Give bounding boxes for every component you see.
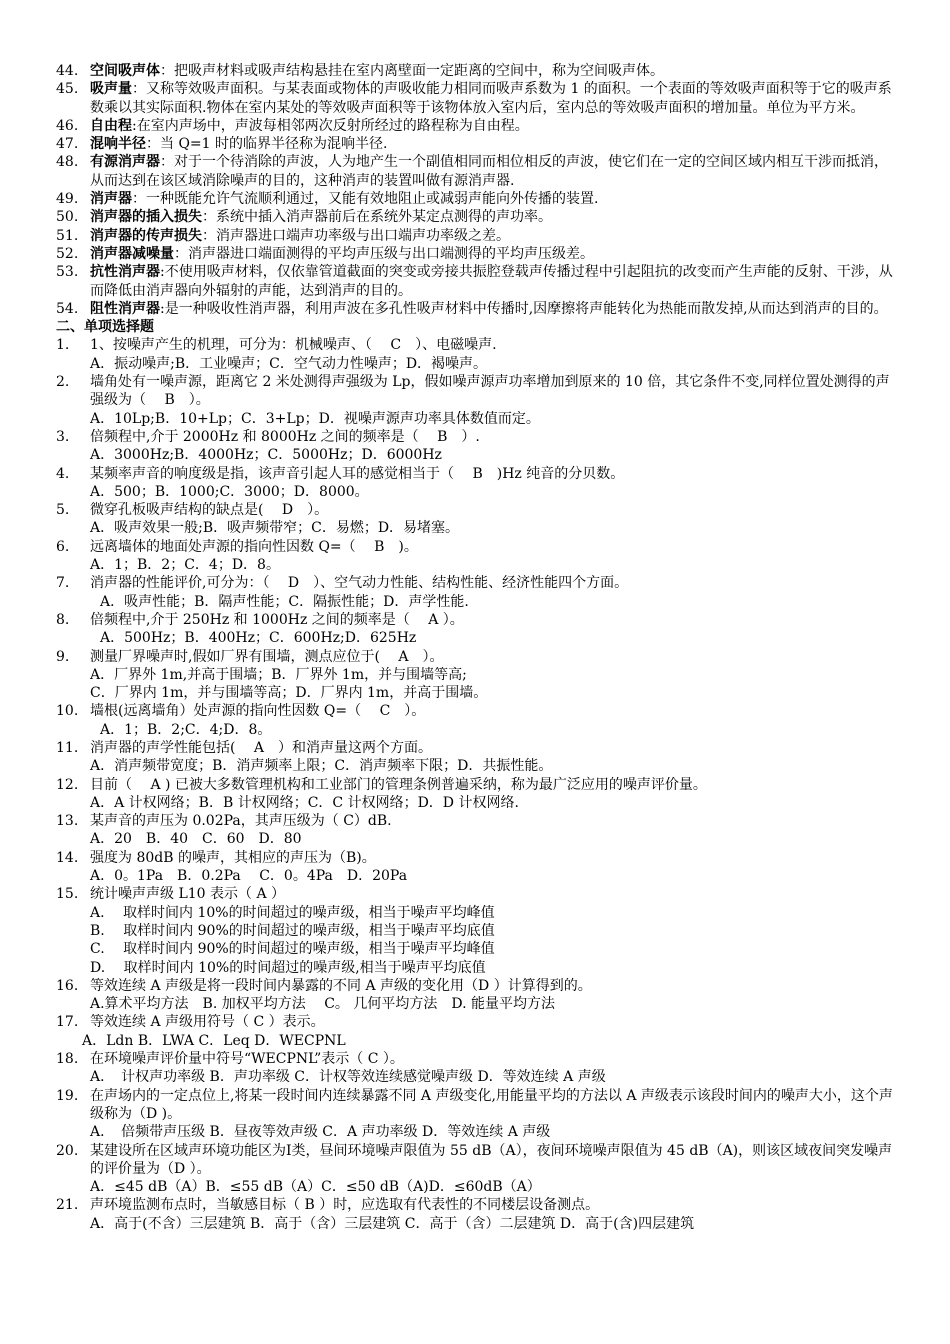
definition-item bbox=[56, 117, 900, 135]
question-text: 测量厂界噪声时,假如厂界有围墙，测点应位于( A ）。 bbox=[90, 648, 444, 665]
question-text: 倍频程中,介于 250Hz 和 1000Hz 之间的频率是（ A ）。 bbox=[90, 611, 464, 628]
definition-item bbox=[56, 245, 900, 263]
item-number: 46. bbox=[56, 117, 79, 134]
definition-item bbox=[56, 263, 900, 300]
question-options: C．厂界内 1m，并与围墙等高；D．厂界内 1m，并高于围墙。 bbox=[90, 685, 488, 702]
definition-term: 消声器减噪量 bbox=[90, 245, 174, 262]
item-number: 48. bbox=[56, 154, 79, 171]
question-number: 19. bbox=[56, 1087, 79, 1104]
definition-body: ：当 Q=1 时的临界半径称为混响半径. bbox=[146, 136, 388, 153]
definition-item bbox=[56, 62, 900, 80]
item-number: 54. bbox=[56, 300, 79, 317]
question-number: 9. bbox=[56, 648, 70, 665]
definition-text bbox=[90, 190, 900, 208]
definition-text bbox=[90, 117, 900, 135]
definition-term: 抗性消声器 bbox=[90, 264, 160, 281]
question-options: A．A 计权网络；B．B 计权网络；C．C 计权网络；D．D 计权网络. bbox=[90, 794, 519, 811]
question-number: 18. bbox=[56, 1051, 79, 1068]
question-text: 等效连续 A 声级用符号（ C ）表示。 bbox=[90, 1014, 325, 1031]
definition-term: 阻性消声器 bbox=[90, 300, 160, 317]
question-number: 3. bbox=[56, 428, 70, 445]
question-number: 17. bbox=[56, 1014, 79, 1031]
question-number: 12. bbox=[56, 776, 79, 793]
question-options: D. 取样时间内 10%的时间超过的噪声级,相当于噪声平均底值 bbox=[90, 959, 486, 976]
definition-text bbox=[90, 135, 900, 153]
item-number: 49. bbox=[56, 191, 79, 208]
definition-text bbox=[90, 153, 900, 190]
question-text: 消声器的性能评价,可分为：（ D ）、空气动力性能、结构性能、经济性能四个方面。 bbox=[90, 575, 629, 592]
question-options: B. 取样时间内 90%的时间超过的噪声级，相当于噪声平均底值 bbox=[90, 922, 495, 939]
question-options: A.算术平均方法 B. 加权平均方法 C。 几何平均方法 D. 能量平均方法 bbox=[90, 996, 555, 1013]
question-options: A．1；B．2;C．4;D．8。 bbox=[100, 721, 272, 738]
question-item bbox=[56, 812, 900, 830]
question-options: C. 取样时间内 90%的时间超过的噪声级，相当于噪声平均峰值 bbox=[90, 941, 495, 958]
question-text: 目前（ A ) 已被大多数管理机构和工业部门的管理条例普遍采纳，称为最广泛应用的噪声评价量。 bbox=[90, 776, 707, 793]
definition-text bbox=[90, 263, 900, 300]
question-number: 6. bbox=[56, 538, 70, 555]
definition-body: ：消声器进口端声功率级与出口端声功率级之差。 bbox=[202, 227, 510, 244]
question-text: 某声音的声压为 0.02Pa，其声压级为（ C）dB. bbox=[90, 813, 392, 830]
question-options: A． 计权声功率级 B．声功率级 C．计权等效连续感觉噪声级 D．等效连续 A 声级 bbox=[90, 1069, 606, 1086]
item-number: 45. bbox=[56, 81, 79, 98]
question-item bbox=[56, 1050, 900, 1068]
question-item bbox=[56, 428, 900, 446]
definition-term: 自由程 bbox=[90, 117, 132, 134]
question-options: A．厂界外 1m,并高于围墙；B．厂界外 1m，并与围墙等高; bbox=[90, 666, 467, 683]
question-options: A．高于(不含）三层建筑 B．高于（含）三层建筑 C．高于（含）二层建筑 D．高于(含)四层建筑 bbox=[90, 1215, 695, 1232]
item-number: 50. bbox=[56, 209, 79, 226]
question-options: A．吸声效果一般;B．吸声频带窄；C．易燃；D．易堵塞。 bbox=[90, 520, 460, 537]
question-number: 2. bbox=[56, 374, 70, 391]
definition-body: ：消声器进口端面测得的平均声压级与出口端测得的平均声压级差。 bbox=[174, 245, 594, 262]
question-options: A．0。1Pa B．0.2Pa C．0。4Pa D．20Pa bbox=[90, 868, 408, 885]
question-item bbox=[56, 702, 900, 720]
question-text: 倍频程中,介于 2000Hz 和 8000Hz 之间的频率是（ B ）. bbox=[90, 428, 480, 445]
question-text: 某频率声音的响度级是指，该声音引起人耳的感觉相当于（ B )Hz 纯音的分贝数。 bbox=[90, 465, 625, 482]
definition-term: 有源消声器 bbox=[90, 154, 160, 171]
item-number: 44. bbox=[56, 63, 79, 79]
definition-term: 吸声量 bbox=[90, 81, 132, 98]
definition-body: ：把吸声材料或吸声结构悬挂在室内离壁面一定距离的空间中，称为空间吸声体。 bbox=[160, 63, 664, 79]
definition-term: 空间吸声体 bbox=[90, 63, 160, 79]
question-options: A．20 B．40 C．60 D．80 bbox=[90, 831, 302, 848]
question-item bbox=[56, 465, 900, 483]
question-options: A．500Hz；B．400Hz；C．600Hz;D．625Hz bbox=[100, 630, 417, 647]
question-text: 微穿孔板吸声结构的缺点是( D ）。 bbox=[90, 502, 329, 519]
definition-body: ：又称等效吸声面积。与某表面或物体的声吸收能力相同而吸声系数为 1 的面积。一个表面的等效吸声面积等于它的吸声系数乘以其实际面积.物体在室内某处的等效吸声面积等于该物体放入室内后，室内总的等效吸声面积的增加量。单位为平方米。 bbox=[90, 81, 892, 116]
item-number: 51. bbox=[56, 227, 79, 244]
question-options: A. 取样时间内 10%的时间超过的噪声级，相当于噪声平均峰值 bbox=[90, 904, 495, 921]
question-options: A．500；B．1000;C．3000；D．8000。 bbox=[90, 483, 369, 500]
question-options: A．消声频带宽度；B．消声频率上限；C．消声频率下限；D．共振性能。 bbox=[90, 758, 553, 775]
question-options: A．Ldn B．LWA C．Leq D．WECPNL bbox=[82, 1032, 346, 1049]
question-item bbox=[56, 373, 900, 410]
question-text: 在声场内的一定点位上,将某一段时间内连续暴露不同 A 声级变化,用能量平均的方法以 A 声级表示该段时间内的噪声大小，这个声级称为（D )。 bbox=[90, 1087, 893, 1122]
question-number: 15. bbox=[56, 886, 79, 903]
question-text: 某建设所在区域声环境功能区为Ⅰ类，昼间环境噪声限值为 55 dB（A），夜间环境噪声限值为 45 dB（A)，则该区域夜间突发噪声的评价量为（D ）。 bbox=[90, 1142, 893, 1177]
question-options: A．振动噪声;B．工业噪声；C．空气动力性噪声；D．褐噪声。 bbox=[90, 355, 488, 372]
item-number: 47. bbox=[56, 136, 79, 153]
definition-text bbox=[90, 245, 900, 263]
definition-text bbox=[90, 208, 900, 226]
item-number: 53. bbox=[56, 264, 79, 281]
definition-item bbox=[56, 208, 900, 226]
definition-text bbox=[90, 300, 900, 318]
item-number: 52. bbox=[56, 245, 79, 262]
question-item bbox=[56, 648, 900, 666]
definition-text bbox=[90, 227, 900, 245]
question-item bbox=[56, 885, 900, 903]
question-text: 墙角处有一噪声源，距离它 2 米处测得声强级为 Lp，假如噪声源声功率增加到原来的 10 倍，其它条件不变,同样位置处测得的声强级为（ B ）。 bbox=[90, 374, 890, 409]
question-text: 远离墙体的地面处声源的指向性因数 Q=（ B )。 bbox=[90, 538, 418, 555]
definition-body: ：一种既能允许气流顺利通过，又能有效地阻止或减弱声能向外传播的装置. bbox=[132, 191, 599, 208]
definition-term: 混响半径 bbox=[90, 136, 146, 153]
question-item bbox=[56, 739, 900, 757]
question-number: 11. bbox=[56, 739, 79, 756]
definition-body: ：系统中插入消声器前后在系统外某定点测得的声功率。 bbox=[202, 209, 552, 226]
question-number: 21. bbox=[56, 1197, 79, 1214]
definition-item bbox=[56, 300, 900, 318]
question-number: 4. bbox=[56, 465, 70, 482]
question-item bbox=[56, 574, 900, 592]
question-item bbox=[56, 1013, 900, 1031]
question-item bbox=[56, 1196, 900, 1214]
question-number: 1. bbox=[56, 337, 70, 354]
question-options: A．10Lp;B．10+Lp；C．3+Lp；D．视噪声源声功率具体数值而定。 bbox=[90, 410, 540, 427]
question-options: A．≤45 dB（A）B．≤55 dB（A）C．≤50 dB（A)D．≤60dB（A） bbox=[90, 1179, 541, 1196]
definition-text bbox=[90, 62, 900, 80]
question-item bbox=[56, 501, 900, 519]
question-options: A．吸声性能；B．隔声性能；C．隔振性能；D．声学性能. bbox=[100, 593, 469, 610]
definition-item bbox=[56, 190, 900, 208]
question-text: 统计噪声声级 L10 表示（ A ） bbox=[90, 886, 286, 903]
definition-term: 消声器 bbox=[90, 191, 132, 208]
section-title: 二、单项选择题 bbox=[56, 319, 154, 336]
definition-item bbox=[56, 80, 900, 117]
question-options: A． 倍频带声压级 B．昼夜等效声级 C．A 声功率级 D．等效连续 A 声级 bbox=[90, 1124, 551, 1141]
question-text: 声环境监测布点时，当敏感目标（ B ）时，应选取有代表性的不同楼层设备测点。 bbox=[90, 1197, 600, 1214]
question-item bbox=[56, 611, 900, 629]
question-text: 等效连续 A 声级是将一段时间内暴露的不同 A 声级的变化用（D ）计算得到的。 bbox=[90, 977, 592, 994]
question-text: 1、按噪声产生的机理，可分为：机械噪声、（ C ）、电磁噪声. bbox=[90, 337, 497, 354]
question-number: 8. bbox=[56, 611, 70, 628]
question-text: 强度为 80dB 的噪声，其相应的声压为（B)。 bbox=[90, 849, 376, 866]
question-item bbox=[56, 1142, 900, 1179]
question-text: 消声器的声学性能包括( A ）和消声量这两个方面。 bbox=[90, 739, 433, 756]
question-text: 在环境噪声评价量中符号“WECPNL”表示（ C ）。 bbox=[90, 1051, 404, 1068]
question-number: 5. bbox=[56, 502, 70, 519]
definition-item bbox=[56, 227, 900, 245]
question-number: 10. bbox=[56, 703, 79, 720]
definition-item bbox=[56, 153, 900, 190]
question-item bbox=[56, 849, 900, 867]
question-number: 7. bbox=[56, 575, 70, 592]
definition-body: ：对于一个待消除的声波，人为地产生一个副值相同而相位相反的声波，使它们在一定的空间区域内相互干涉而抵消，从而达到在该区域消除噪声的目的，这种消声的装置叫做有源消声器. bbox=[90, 154, 888, 189]
definition-body: :不使用吸声材料，仅依靠管道截面的突变或旁接共振腔登载声传播过程中引起阻抗的改变而产生声能的反射、干涉，从而降低由消声器向外辐射的声能，达到消声的目的。 bbox=[90, 264, 893, 299]
definition-body: :是一种吸收性消声器，利用声波在多孔性吸声材料中传播时,因摩擦将声能转化为热能而散发掉,从而达到消声的目的。 bbox=[160, 300, 888, 317]
question-item bbox=[56, 336, 900, 354]
definition-text bbox=[90, 80, 900, 117]
question-number: 14. bbox=[56, 849, 79, 866]
question-number: 20. bbox=[56, 1142, 79, 1159]
question-item bbox=[56, 538, 900, 556]
question-options: A．1；B．2；C．4；D．8。 bbox=[90, 557, 280, 574]
question-item bbox=[56, 776, 900, 794]
question-number: 16. bbox=[56, 977, 79, 994]
definition-body: :在室内声场中，声波每相邻两次反射所经过的路程称为自由程。 bbox=[132, 117, 529, 134]
question-options: A．3000Hz;B．4000Hz；C．5000Hz；D．6000Hz bbox=[90, 447, 442, 464]
definition-term: 消声器的插入损失 bbox=[90, 209, 202, 226]
question-number: 13. bbox=[56, 813, 79, 830]
question-item bbox=[56, 1087, 900, 1124]
definition-item bbox=[56, 135, 900, 153]
question-item bbox=[56, 977, 900, 995]
definition-term: 消声器的传声损失 bbox=[90, 227, 202, 244]
question-text: 墙根(远离墙角）处声源的指向性因数 Q=（ C ）。 bbox=[90, 703, 426, 720]
